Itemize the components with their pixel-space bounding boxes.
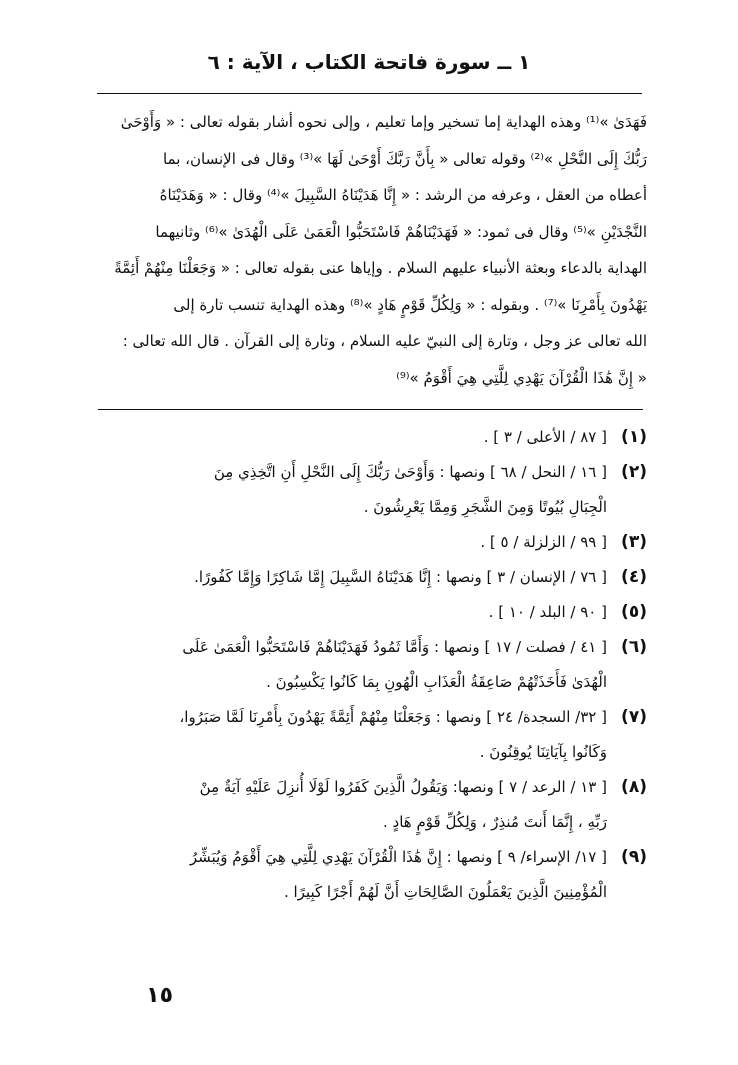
footnote-number: (١) [621,427,647,447]
footnote-number: (٤) [621,567,647,587]
footnote-5 [92,595,647,630]
footnote-text [92,700,607,770]
footnote-line: [ ١٣ / الرعد / ٧ ] ونصها: وَيَقُولُ الَّذِينَ كَفَرُوا لَوْلَا أُنزِلَ عَلَيْهِ آيَةٌ مِنْ [199,778,607,796]
footnote-line: [ ٧٦ / الإنسان / ٣ ] ونصها : إِنَّا هَدَيْنَاهُ السَّبِيلَ إِمَّا شَاكِرًا وَإِمَّا كَفُورًا. [194,568,607,586]
footnote-text [92,560,607,595]
footnote-9 [92,840,647,910]
footnote-line: [ ٨٧ / الأعلى / ٣ ] . [483,428,607,446]
footnote-line: [ ٤١ / فصلت / ١٧ ] ونصها : وَأَمَّا ثَمُودُ فَهَدَيْنَاهُمْ فَاسْتَحَبُّوا الْعَمَىٰ عَلَى [182,638,607,656]
footnote-number: (٣) [621,532,647,552]
text-line: « إِنَّ هَٰذَا الْقُرْآنَ يَهْدِي لِلَّتِي هِيَ أَقْوَمُ »⁽⁹⁾ [396,368,647,387]
footnote-line: الْهُدَىٰ فَأَخَذَتْهُمْ صَاعِقَةُ الْعَذَابِ الْهُونِ بِمَا كَانُوا يَكْسِبُونَ . [266,673,607,691]
main-text [92,104,647,396]
footnote-text [92,420,607,455]
text-line: رَبُّكَ إِلَى النَّحْلِ »⁽²⁾ وقوله تعالى « بِأَنَّ رَبَّكَ أَوْحَىٰ لَهَا »⁽³⁾ وقال فى الإنسان، بما [162,149,647,168]
header-divider [97,93,642,94]
footnote-text [92,595,607,630]
footnote-line: [ ٩٠ / البلد / ١٠ ] . [488,603,607,621]
footnote-number: (٨) [621,777,647,797]
footnote-1 [92,420,647,455]
footnote-number: (٧) [621,707,647,727]
footnote-line: وَكَانُوا بِآيَاتِنَا يُوقِنُونَ . [479,743,607,761]
footnote-text [92,630,607,700]
footnote-line: [ ١٧/ الإسراء/ ٩ ] ونصها : إِنَّ هَٰذَا الْقُرْآنَ يَهْدِي لِلَّتِي هِيَ أَقْوَمُ وَيُبَشِّرُ [189,848,607,866]
footnote-8 [92,770,647,840]
footnotes [92,420,647,910]
footnote-text [92,525,607,560]
text-line: أعطاه من العقل ، وعرفه من الرشد : « إِنَّا هَدَيْنَاهُ السَّبِيلَ »⁽⁴⁾ وقال : « وَهَدَيْنَاهُ [159,186,647,204]
text-line: النَّجْدَيْنِ »⁽⁵⁾ وقال فى ثمود: « فَهَدَيْنَاهُمْ فَاسْتَحَبُّوا الْعَمَىٰ عَلَى الْهُدَىٰ »⁽⁶⁾ وثانيهما [155,222,647,241]
footnote-number: (٢) [621,462,647,482]
text-line: يَهْدُونَ بِأَمْرِنَا »⁽⁷⁾ . وبقوله : « وَلِكُلِّ قَوْمٍ هَادٍ »⁽⁸⁾ وهذه الهداية تنسب تارة إلى [173,295,647,314]
footnote-divider [98,409,643,410]
footnote-7 [92,700,647,770]
footnote-line: [ ٣٢/ السجدة/ ٢٤ ] ونصها : وَجَعَلْنَا مِنْهُمْ أَئِمَّةً يَهْدُونَ بِأَمْرِنَا لَمَّا صَبَرُوا، [179,708,607,726]
footnote-line: رَبِّهِ ، إِنَّمَا أَنتَ مُنذِرٌ ، وَلِكُلِّ قَوْمٍ هَادٍ . [383,813,607,831]
footnote-3 [92,525,647,560]
footnote-number: (٦) [621,637,647,657]
footnote-6 [92,630,647,700]
footnote-line: الْجِبَالِ بُيُوتًا وَمِنَ الشَّجَرِ وَمِمَّا يَعْرِشُونَ . [363,498,607,516]
footnote-line: [ ٩٩ / الزلزلة / ٥ ] . [480,533,607,551]
footnote-text [92,770,607,840]
footnote-line: الْمُؤْمِنِينَ الَّذِينَ يَعْمَلُونَ الصَّالِحَاتِ أَنَّ لَهُمْ أَجْرًا كَبِيرًا . [283,883,607,901]
text-line: الله تعالى عز وجل ، وتارة إلى النبيّ عليه السلام ، وتارة إلى القرآن . قال الله تعالى : [122,332,647,350]
page-number: ١٥ [146,983,173,1008]
footnote-2 [92,455,647,525]
footnote-text [92,455,607,525]
footnote-line: [ ١٦ / النحل / ٦٨ ] ونصها : وَأَوْحَىٰ رَبُّكَ إِلَى النَّحْلِ أَنِ اتَّخِذِي مِنَ [213,463,607,481]
footnote-4 [92,560,647,595]
footnote-text [92,840,607,910]
footnote-number: (٥) [621,602,647,622]
text-line: الهداية بالدعاء وبعثة الأنبياء عليهم السلام . وإياها عنى بقوله تعالى : « وَجَعَلْنَا مِنْهُمْ أَئِمَّةً [114,259,647,277]
running-header: ١ ــ سورة فاتحة الكتاب ، الآية : ٦ [207,50,531,74]
footnote-number: (٩) [621,847,647,867]
text-line: فَهَدَىٰ »⁽¹⁾ وهذه الهداية إما تسخير وإما تعليم ، وإلى نحوه أشار بقوله تعالى : « وَأَوْحَىٰ [120,113,647,131]
